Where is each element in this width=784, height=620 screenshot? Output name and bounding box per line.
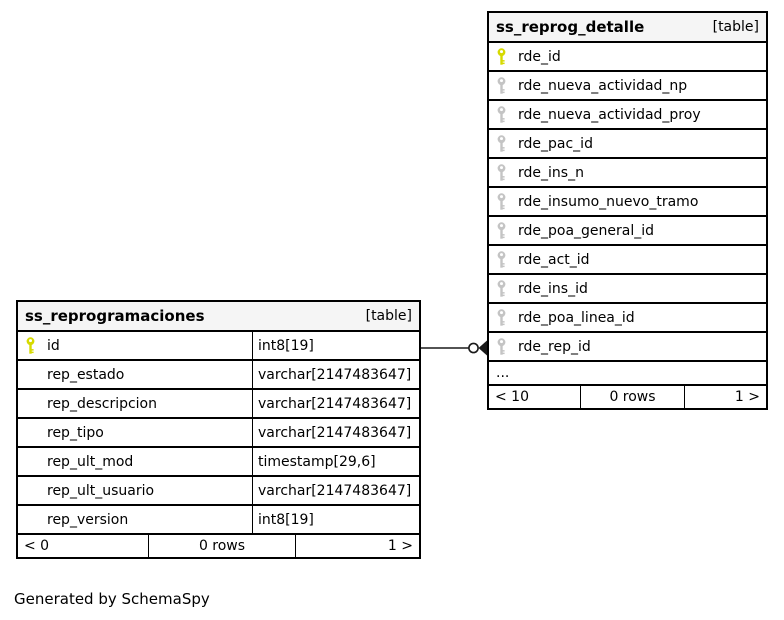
column-name: rep_tipo [47,424,104,441]
column-name: rde_pac_id [518,135,593,152]
column-type-cell [253,506,419,533]
column-row [489,333,766,362]
fk-relationship-connector [421,337,487,359]
column-type: varchar[2147483647] [258,424,412,441]
column-name-cell [489,246,766,273]
arrowhead-icon [479,341,488,356]
column-name: rde_ins_id [518,280,588,297]
column-row [489,72,766,101]
column-type-cell [253,477,419,504]
parents-count-label: 1 > [387,538,413,554]
column-name: rde_nueva_actividad_np [518,77,688,94]
column-row [18,448,419,477]
column-name: rep_estado [47,366,125,383]
column-list [489,43,766,362]
column-row [489,188,766,217]
column-name-cell [18,390,253,417]
column-row [489,159,766,188]
column-name-cell [18,332,253,359]
key-icon [496,222,508,239]
key-icon [496,77,508,94]
table-footer [489,386,766,408]
column-name-cell [18,448,253,475]
column-name: rde_poa_linea_id [518,309,635,326]
zero-cardinality-circle-icon [469,343,478,352]
column-name-cell [489,275,766,302]
column-name-cell [489,304,766,331]
column-name: rde_insumo_nuevo_tramo [518,193,699,210]
generator-credit: Generated by SchemaSpy [14,590,210,608]
column-type: timestamp[29,6] [258,453,376,470]
column-row [489,43,766,72]
column-type: varchar[2147483647] [258,366,412,383]
key-icon [496,338,508,355]
column-row [18,361,419,390]
key-icon [496,251,508,268]
column-name: rde_id [518,48,561,65]
column-name: rde_nueva_actividad_proy [518,106,701,123]
children-count-label: < 0 [18,535,149,557]
table-type-badge: [table] [365,308,412,324]
column-type: int8[19] [258,511,314,528]
table-node-ss-reprog-detalle [487,11,768,410]
column-row [18,332,419,361]
column-name-cell [489,333,766,360]
column-name: id [47,337,60,354]
primary-key-icon [25,337,37,354]
column-name: rde_rep_id [518,338,591,355]
key-icon [496,135,508,152]
column-type-cell [253,419,419,446]
column-type-cell [253,332,419,359]
column-name: rde_act_id [518,251,590,268]
column-name-cell [489,72,766,99]
table-header-ss-reprogramaciones[interactable] [18,302,419,332]
column-row [489,217,766,246]
column-name-cell [18,506,253,533]
parents-count-label: 1 > [734,389,760,405]
column-row [18,419,419,448]
column-name-cell [489,130,766,157]
column-type: varchar[2147483647] [258,395,412,412]
column-name: rde_ins_n [518,164,584,181]
column-name-cell [18,419,253,446]
column-name: rep_ult_usuario [47,482,155,499]
column-type: varchar[2147483647] [258,482,412,499]
key-icon [496,280,508,297]
table-name[interactable]: ss_reprog_detalle [496,18,645,36]
row-count-label: 0 rows [581,386,685,408]
column-type-cell [253,448,419,475]
column-row [18,506,419,535]
column-row [489,101,766,130]
children-count-label: < 10 [489,386,581,408]
table-type-badge: [table] [712,19,759,35]
truncated-columns-indicator: ... [489,362,766,386]
column-row [18,390,419,419]
column-name-cell [489,217,766,244]
column-type-cell [253,361,419,388]
table-footer [18,535,419,557]
table-node-ss-reprogramaciones [16,300,421,559]
column-name: rep_version [47,511,129,528]
column-list [18,332,419,535]
primary-key-icon [496,48,508,65]
column-row [489,246,766,275]
column-type: int8[19] [258,337,314,354]
column-name-cell [18,361,253,388]
column-name-cell [489,188,766,215]
column-name-cell [489,159,766,186]
column-type-cell [253,390,419,417]
table-header-ss-reprog-detalle[interactable] [489,13,766,43]
column-row [489,304,766,333]
column-name: rep_ult_mod [47,453,134,470]
column-name-cell [489,43,766,70]
column-name-cell [18,477,253,504]
column-name: rep_descripcion [47,395,157,412]
column-row [489,275,766,304]
table-name[interactable]: ss_reprogramaciones [25,307,205,325]
column-name: rde_poa_general_id [518,222,655,239]
column-row [18,477,419,506]
row-count-label: 0 rows [149,535,296,557]
key-icon [496,309,508,326]
key-icon [496,193,508,210]
key-icon [496,164,508,181]
key-icon [496,106,508,123]
column-row [489,130,766,159]
column-name-cell [489,101,766,128]
